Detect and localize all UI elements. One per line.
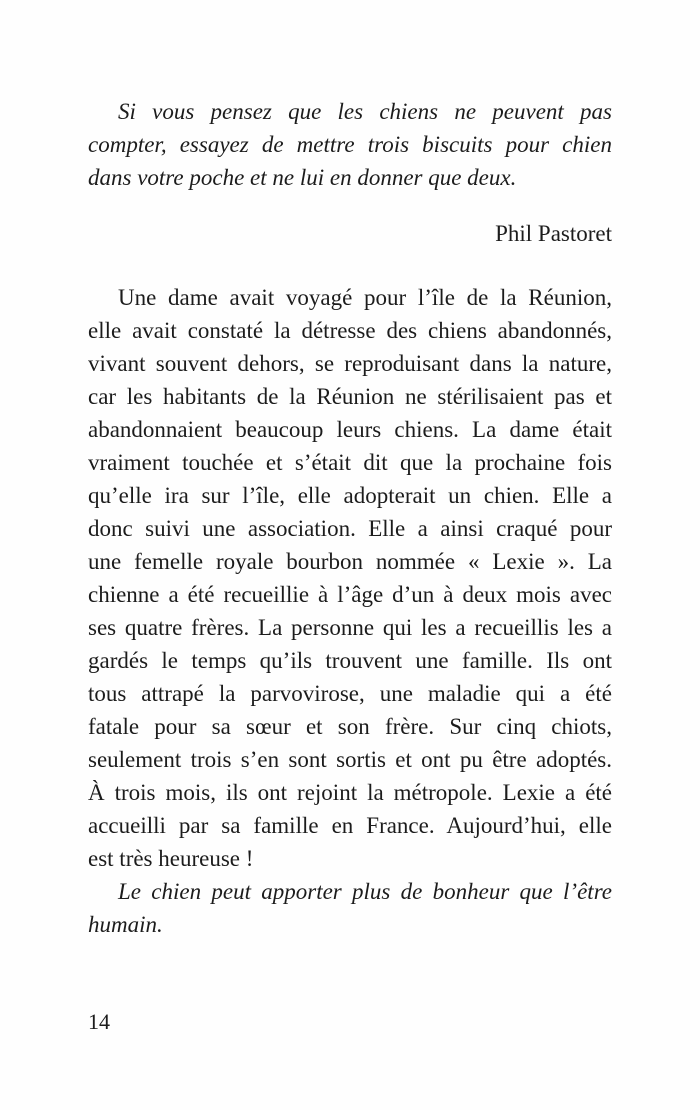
story-line: accueilli par sa famille en France. Aujourd’hui, elle <box>88 813 612 838</box>
epigraph-line: dans votre poche et ne lui en donner que deux. <box>88 165 517 190</box>
epigraph-attribution: Phil Pastoret <box>495 221 612 246</box>
story-line: fatale pour sa sœur et son frère. Sur cinq chiots, <box>88 714 612 739</box>
story-line: Une dame avait voyagé pour l’île de la Réunion, <box>118 285 612 310</box>
moral-line: Le chien peut apporter plus de bonheur que l’être <box>118 879 612 904</box>
epigraph-line: Si vous pensez que les chiens ne peuvent pas <box>118 99 612 124</box>
story-line: À trois mois, ils ont rejoint la métropole. Lexie a été <box>88 780 612 805</box>
story-line: abandonnaient beaucoup leurs chiens. La dame était <box>88 417 612 442</box>
story-line: car les habitants de la Réunion ne stérilisaient pas et <box>88 384 612 409</box>
moral-line: humain. <box>88 912 163 937</box>
story-line: est très heureuse ! <box>88 846 254 871</box>
story-line: chienne a été recueillie à l’âge d’un à deux mois avec <box>88 582 612 607</box>
moral-paragraph <box>88 875 612 941</box>
text-column <box>88 95 612 1038</box>
epigraph-line: compter, essayez de mettre trois biscuits pour chien <box>88 132 612 157</box>
page-number: 14 <box>88 1009 110 1034</box>
story-line: vivant souvent dehors, se reproduisant dans la nature, <box>88 351 612 376</box>
story-line: donc suivi une association. Elle a ainsi craqué pour <box>88 516 612 541</box>
story-line: gardés le temps qu’ils trouvent une famille. Ils ont <box>88 648 612 673</box>
story-line: une femelle royale bourbon nommée « Lexie ». La <box>88 549 612 574</box>
story-line: qu’elle ira sur l’île, elle adopterait un chien. Elle a <box>88 483 612 508</box>
story-line: vraiment touchée et s’était dit que la prochaine fois <box>88 450 612 475</box>
story-line: tous attrapé la parvovirose, une maladie qui a été <box>88 681 612 706</box>
story-line: ses quatre frères. La personne qui les a recueillis les a <box>88 615 612 640</box>
epigraph <box>88 95 612 194</box>
story-line: elle avait constaté la détresse des chiens abandonnés, <box>88 318 612 343</box>
story-paragraph <box>88 281 612 875</box>
story-line: seulement trois s’en sont sortis et ont pu être adoptés. <box>88 747 612 772</box>
